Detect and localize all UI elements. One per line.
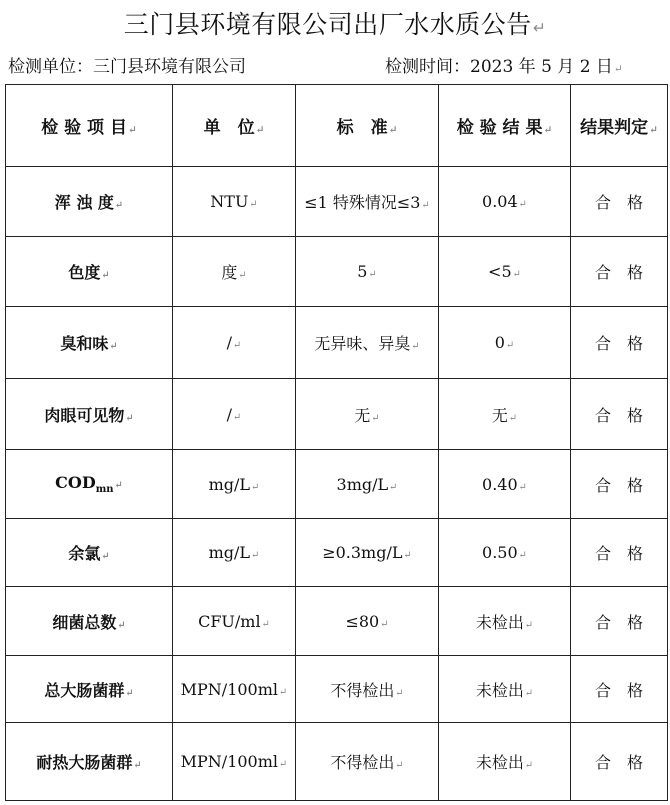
item-cell bbox=[6, 723, 173, 801]
header-unit-label: 单 位 bbox=[203, 118, 255, 138]
item-text: COD bbox=[55, 472, 96, 492]
testing-unit: 检测单位：三门县环境有限公司 bbox=[8, 57, 246, 77]
judgement-text: 合 格 bbox=[594, 475, 643, 495]
paragraph-mark-icon: ↵ bbox=[279, 759, 288, 770]
header-cell bbox=[173, 85, 296, 167]
result-cell bbox=[439, 519, 571, 587]
item-cell bbox=[6, 237, 173, 307]
paragraph-mark-icon: ↵ bbox=[127, 124, 137, 136]
paragraph-mark-icon: ↵ bbox=[261, 618, 270, 630]
standard-text: ≥0.3mg/L bbox=[322, 543, 403, 562]
paragraph-mark-icon: ↵ bbox=[251, 550, 260, 561]
unit-cell bbox=[173, 307, 296, 379]
item-subscript: mn bbox=[95, 484, 114, 496]
judgement-cell bbox=[571, 656, 668, 723]
judgement-text: 合 格 bbox=[594, 193, 643, 212]
paragraph-mark-icon: ↵ bbox=[524, 619, 534, 631]
result-text: 无 bbox=[491, 405, 508, 425]
paragraph-mark-icon: ↵ bbox=[117, 619, 126, 631]
item-cell bbox=[6, 379, 173, 450]
table-header-row bbox=[6, 85, 668, 167]
standard-cell bbox=[296, 450, 439, 519]
standard-cell bbox=[296, 307, 439, 379]
paragraph-mark-icon: ↵ bbox=[233, 411, 242, 423]
item-cell bbox=[6, 656, 173, 723]
judgement-text: 合 格 bbox=[594, 680, 643, 700]
paragraph-mark-icon: ↵ bbox=[395, 760, 404, 771]
unit-cell bbox=[173, 237, 296, 307]
paragraph-mark-icon: ↵ bbox=[524, 760, 534, 771]
unit-text: CFU/ml bbox=[198, 611, 261, 631]
paragraph-mark-icon: ↵ bbox=[133, 760, 142, 771]
paragraph-mark-icon: ↵ bbox=[411, 341, 420, 352]
unit-text: NTU bbox=[210, 192, 249, 211]
item-text: 臭和味 bbox=[60, 334, 109, 353]
standard-text: ≤1 特殊情况≤3 bbox=[304, 193, 421, 212]
judgement-cell bbox=[571, 519, 668, 587]
judgement-cell bbox=[571, 587, 668, 656]
paragraph-mark-icon: ↵ bbox=[388, 124, 398, 136]
paragraph-mark-icon: ↵ bbox=[518, 550, 527, 561]
item-text: 色度 bbox=[68, 263, 101, 282]
paragraph-mark-icon: ↵ bbox=[395, 687, 404, 699]
unit-text: / bbox=[226, 404, 233, 424]
table-row bbox=[6, 167, 668, 237]
result-text: <5 bbox=[488, 262, 512, 281]
judgement-cell bbox=[571, 723, 668, 801]
header-item-label: 检 验 项 目 bbox=[41, 118, 127, 138]
report-meta bbox=[8, 52, 662, 76]
header-judgement-label: 结果判定 bbox=[580, 118, 649, 138]
result-text: 0.04 bbox=[482, 192, 518, 211]
standard-cell bbox=[296, 167, 439, 237]
paragraph-mark-icon: ↵ bbox=[613, 63, 623, 75]
judgement-cell bbox=[571, 450, 668, 519]
judgement-cell bbox=[571, 307, 668, 379]
paragraph-mark-icon: ↵ bbox=[532, 19, 547, 37]
unit-text: / bbox=[226, 333, 233, 352]
unit-text: MPN/100ml bbox=[180, 752, 279, 771]
standard-text: 5 bbox=[357, 262, 368, 281]
item-text: 余氯 bbox=[68, 544, 101, 563]
paragraph-mark-icon: ↵ bbox=[114, 479, 123, 491]
item-cell bbox=[6, 450, 173, 519]
item-cell bbox=[6, 167, 173, 237]
paragraph-mark-icon: ↵ bbox=[125, 412, 134, 424]
standard-cell bbox=[296, 237, 439, 307]
unit-cell bbox=[173, 587, 296, 656]
result-cell bbox=[439, 587, 571, 656]
paragraph-mark-icon: ↵ bbox=[518, 199, 527, 210]
paragraph-mark-icon: ↵ bbox=[109, 341, 118, 352]
header-cell bbox=[439, 85, 571, 167]
paragraph-mark-icon: ↵ bbox=[380, 618, 389, 630]
unit-cell bbox=[173, 656, 296, 723]
judgement-cell bbox=[571, 379, 668, 450]
unit-cell bbox=[173, 379, 296, 450]
judgement-text: 合 格 bbox=[594, 612, 643, 632]
header-cell bbox=[571, 85, 668, 167]
standard-text: ≤80 bbox=[345, 611, 380, 631]
item-text: 细菌总数 bbox=[52, 612, 117, 632]
judgement-text: 合 格 bbox=[594, 405, 643, 425]
paragraph-mark-icon: ↵ bbox=[508, 412, 518, 424]
standard-text: 3mg/L bbox=[336, 474, 389, 494]
judgement-text: 合 格 bbox=[594, 263, 643, 282]
header-cell bbox=[6, 85, 173, 167]
standard-cell bbox=[296, 519, 439, 587]
result-cell bbox=[439, 379, 571, 450]
page-title bbox=[0, 5, 670, 41]
judgement-text: 合 格 bbox=[594, 753, 643, 772]
paragraph-mark-icon: ↵ bbox=[524, 687, 534, 699]
result-cell bbox=[439, 656, 571, 723]
table-row bbox=[6, 307, 668, 379]
result-text: 未检出 bbox=[475, 680, 524, 700]
title-text: 三门县环境有限公司出厂水水质公告 bbox=[123, 10, 532, 39]
testing-time bbox=[385, 52, 623, 77]
paragraph-mark-icon: ↵ bbox=[114, 200, 124, 211]
paragraph-mark-icon: ↵ bbox=[543, 124, 553, 136]
result-text: 未检出 bbox=[475, 753, 524, 772]
header-standard-label: 标 准 bbox=[336, 118, 388, 138]
paragraph-mark-icon: ↵ bbox=[238, 270, 247, 281]
unit-cell bbox=[173, 167, 296, 237]
judgement-text: 合 格 bbox=[594, 544, 643, 563]
water-quality-table bbox=[5, 84, 668, 801]
item-cell bbox=[6, 587, 173, 656]
standard-text: 不得检出 bbox=[330, 753, 395, 772]
standard-text: 无异味、异臭 bbox=[314, 334, 411, 353]
item-cell bbox=[6, 519, 173, 587]
unit-cell bbox=[173, 723, 296, 801]
testing-time-text: 检测时间：2023 年 5 月 2 日 bbox=[385, 57, 613, 77]
result-cell bbox=[439, 237, 571, 307]
paragraph-mark-icon: ↵ bbox=[101, 551, 110, 562]
unit-text: MPN/100ml bbox=[180, 679, 279, 699]
paragraph-mark-icon: ↵ bbox=[403, 550, 412, 561]
result-cell bbox=[439, 723, 571, 801]
standard-cell bbox=[296, 587, 439, 656]
paragraph-mark-icon: ↵ bbox=[421, 200, 430, 211]
table-row bbox=[6, 379, 668, 450]
table-row bbox=[6, 656, 668, 723]
unit-text: mg/L bbox=[208, 474, 251, 494]
table-row bbox=[6, 519, 668, 587]
paragraph-mark-icon: ↵ bbox=[518, 481, 527, 493]
standard-text: 无 bbox=[354, 405, 371, 425]
table-row bbox=[6, 723, 668, 801]
unit-cell bbox=[173, 519, 296, 587]
standard-cell bbox=[296, 656, 439, 723]
paragraph-mark-icon: ↵ bbox=[249, 199, 258, 210]
item-text: 浑 浊 度 bbox=[54, 193, 114, 212]
item-text: 耐热大肠菌群 bbox=[36, 753, 133, 772]
unit-text: 度 bbox=[221, 263, 238, 282]
result-text: 未检出 bbox=[475, 612, 524, 632]
standard-text: 不得检出 bbox=[330, 680, 395, 700]
result-text: 0.50 bbox=[482, 543, 518, 562]
paragraph-mark-icon: ↵ bbox=[101, 270, 110, 281]
judgement-text: 合 格 bbox=[594, 334, 643, 353]
result-text: 0 bbox=[494, 333, 505, 352]
item-text: 总大肠菌群 bbox=[44, 680, 125, 700]
header-cell bbox=[296, 85, 439, 167]
table-row bbox=[6, 237, 668, 307]
judgement-cell bbox=[571, 237, 668, 307]
result-cell bbox=[439, 307, 571, 379]
paragraph-mark-icon: ↵ bbox=[649, 124, 658, 136]
standard-cell bbox=[296, 379, 439, 450]
judgement-cell bbox=[571, 167, 668, 237]
paragraph-mark-icon: ↵ bbox=[512, 269, 521, 280]
paragraph-mark-icon: ↵ bbox=[389, 481, 398, 493]
paragraph-mark-icon: ↵ bbox=[371, 412, 380, 424]
standard-cell bbox=[296, 723, 439, 801]
table-row bbox=[6, 587, 668, 656]
paragraph-mark-icon: ↵ bbox=[251, 481, 260, 493]
paragraph-mark-icon: ↵ bbox=[233, 340, 242, 351]
paragraph-mark-icon: ↵ bbox=[368, 269, 377, 280]
table-row bbox=[6, 450, 668, 519]
paragraph-mark-icon: ↵ bbox=[505, 340, 515, 351]
result-cell bbox=[439, 167, 571, 237]
header-result-label: 检 验 结 果 bbox=[456, 118, 543, 138]
unit-text: mg/L bbox=[208, 543, 251, 562]
result-cell bbox=[439, 450, 571, 519]
unit-cell bbox=[173, 450, 296, 519]
paragraph-mark-icon: ↵ bbox=[125, 687, 134, 699]
item-text: 肉眼可见物 bbox=[44, 405, 125, 425]
result-text: 0.40 bbox=[482, 474, 518, 494]
item-cell bbox=[6, 307, 173, 379]
paragraph-mark-icon: ↵ bbox=[255, 124, 265, 136]
paragraph-mark-icon: ↵ bbox=[279, 686, 288, 698]
